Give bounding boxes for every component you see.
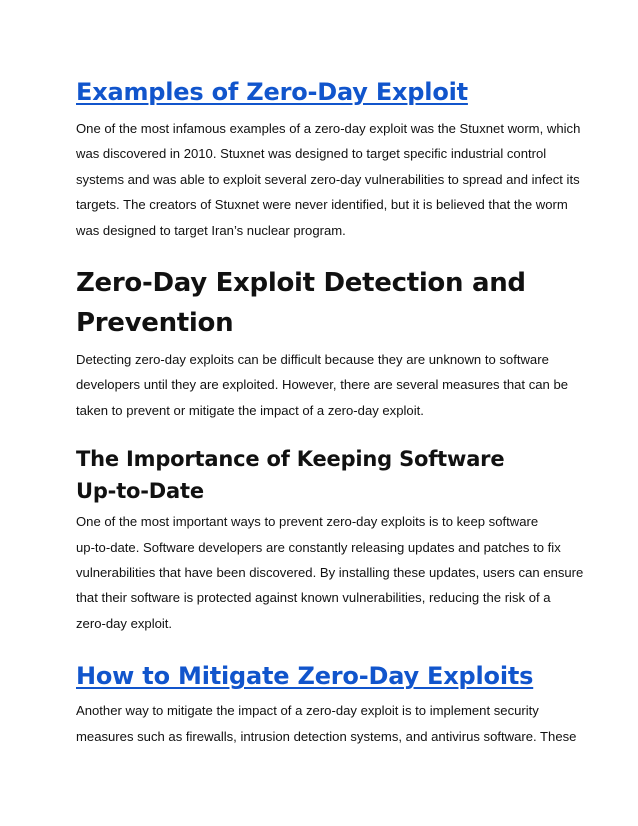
text-line: One of the most important ways to prevent zero-day exploits is to keep software xyxy=(76,514,539,530)
text-line: systems and was able to exploit several zero-day vulnerabilities to spread and infect its xyxy=(76,171,580,187)
paragraph-detection xyxy=(76,347,576,423)
heading-line: Up-to-Date xyxy=(76,479,204,504)
heading-keeping-up-to-date xyxy=(76,443,576,507)
text-line: One of the most infamous examples of a zero-day exploit was the Stuxnet worm, which xyxy=(76,121,581,136)
text-line: zero-day exploit. xyxy=(76,615,173,631)
heading-line: The Importance of Keeping Software xyxy=(76,447,505,472)
text-line: vulnerabilities that have been discovered. By installing these updates, users can ensure xyxy=(76,565,584,581)
text-line: that their software is protected against known vulnerabilities, reducing the risk of a xyxy=(76,590,551,606)
document-page xyxy=(76,72,584,749)
heading-detection-prevention xyxy=(76,263,576,343)
text-line: was discovered in 2010. Stuxnet was designed to target specific industrial control xyxy=(76,146,547,162)
text-line: Another way to mitigate the impact of a zero-day exploit is to implement security xyxy=(76,703,539,719)
heading-mitigate-link[interactable] xyxy=(76,656,576,696)
heading-line: Zero-Day Exploit Detection and xyxy=(76,268,526,299)
text-line: was designed to target Iran’s nuclear program. xyxy=(76,222,346,238)
heading-line: Examples of Zero-Day Exploit xyxy=(76,78,468,106)
paragraph-up-to-date xyxy=(76,509,584,636)
text-line: developers until they are exploited. However, there are several measures that can be xyxy=(76,377,569,393)
heading-examples-link[interactable] xyxy=(76,72,576,112)
paragraph-mitigate xyxy=(76,698,576,749)
heading-line: How to Mitigate Zero-Day Exploits xyxy=(76,662,534,691)
text-line: measures such as firewalls, intrusion detection systems, and antivirus software. These xyxy=(76,728,577,744)
heading-line: Prevention xyxy=(76,308,234,339)
paragraph-examples xyxy=(76,116,581,243)
text-line: taken to prevent or mitigate the impact of a zero-day exploit. xyxy=(76,402,424,418)
text-line: targets. The creators of Stuxnet were never identified, but it is believed that the worm xyxy=(76,197,568,213)
text-line: up-to-date. Software developers are constantly releasing updates and patches to fix xyxy=(76,539,561,555)
text-line: Detecting zero-day exploits can be difficult because they are unknown to software xyxy=(76,352,549,368)
